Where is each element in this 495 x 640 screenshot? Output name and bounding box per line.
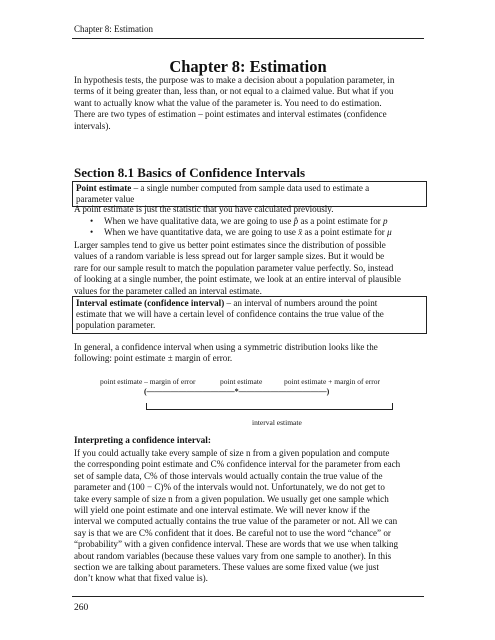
paragraph-line: values of a random variable is less spread out for larger sample sizes. But it would be	[74, 251, 385, 262]
footer-rule	[72, 596, 424, 597]
page-number: 260	[74, 603, 89, 613]
p-hat-symbol: p̂	[293, 216, 299, 226]
paragraph-line: values for the parameter called an interval estimate.	[74, 285, 262, 296]
paragraph-line: don’t know what that fixed value is).	[74, 573, 208, 584]
paragraph-line: If you could actually take every sample of size n from a given population and compute	[74, 448, 390, 458]
definition-text: – a single number computed from sample data used to estimate a	[131, 183, 370, 193]
intro-line: want to actually know what the value of the parameter is. You need to do estimation.	[74, 97, 382, 108]
diagram-label-upper: point estimate + margin of error	[284, 377, 380, 386]
paragraph-line: interval we computed actually contains the true value of the parameter or not. All we can	[74, 516, 398, 527]
definition-text: – an interval of numbers around the point	[224, 298, 378, 308]
paragraph-line: take every sample of size n from a given population. We usually get one sample which	[74, 493, 389, 504]
paragraph-line: the corresponding point estimate and C% confidence interval for the parameter from each	[74, 459, 401, 470]
paragraph-line: say is that we are C% confident that it does. Be careful not to use the word “chance” or	[74, 527, 391, 538]
definition-term: Interval estimate (confidence interval)	[76, 298, 225, 308]
larger-samples-paragraph	[74, 240, 423, 297]
bullet-text: When we have qualitative data, we are going to use	[104, 216, 294, 226]
paragraph-line: of looking at a single number, the point estimate, we look at an entire interval of plausible	[74, 274, 401, 285]
intro-paragraph	[74, 75, 423, 132]
paragraph-line: “probability” with a given confidence interval. These are words that we use when talking	[74, 539, 399, 550]
general-form-paragraph	[74, 342, 423, 365]
interval-brace	[146, 403, 393, 410]
diagram-label-lower: point estimate – margin of error	[100, 377, 196, 386]
paragraph-line: parameter and (100 − C)% of the intervals would not. Unfortunately, we do not get to	[74, 482, 385, 493]
definition-text: parameter value	[76, 194, 135, 205]
paragraph-line: about random variables (because these values vary from one sample to another). In this	[74, 550, 392, 561]
bullet-text: When we have quantitative data, we are going to use	[104, 227, 299, 237]
bullet-text: as a point estimate for	[298, 216, 384, 226]
bullet-icon: •	[90, 227, 94, 237]
intro-line: There are two types of estimation – point estimates and interval estimates (confidence	[74, 109, 387, 120]
p-symbol: p	[383, 216, 388, 226]
bullet-text: as a point estimate for	[302, 227, 388, 237]
diagram-caption: interval estimate	[252, 418, 302, 427]
interval-line: (———————————*———————————)	[144, 387, 330, 396]
definition-term: Point estimate	[76, 183, 132, 193]
paragraph-line: Larger samples tend to give us better point estimates since the distribution of possible	[74, 240, 386, 250]
list-item	[90, 227, 425, 238]
paragraph-line: In general, a confidence interval when using a symmetric distribution looks like the	[74, 342, 378, 352]
definition-text: population parameter.	[76, 320, 156, 331]
header-rule	[72, 38, 424, 39]
definition-text: estimate that we will have a certain level of confidence contains the true value of the	[76, 309, 384, 320]
bullet-icon: •	[90, 216, 94, 226]
intro-line: In hypothesis tests, the purpose was to make a decision about a population parameter, in	[74, 75, 395, 85]
list-item	[90, 216, 425, 227]
paragraph-line: will yield one point estimate and one interval estimate. We will never know if the	[74, 505, 370, 516]
paragraph-line: section we are talking about parameters. These values are some fixed value (we just	[74, 562, 379, 573]
section-heading: Section 8.1 Basics of Confidence Intervals	[74, 165, 306, 180]
paragraph-line: rare for our sample result to match the population parameter value perfectly. So, instead	[74, 262, 394, 273]
intro-line: terms of it being greater than, less than, or not equal to a claimed value. But what if you	[74, 86, 394, 97]
running-head: Chapter 8: Estimation	[74, 24, 153, 34]
paragraph-line: following: point estimate ± margin of error.	[74, 353, 233, 364]
paragraph-line: set of sample data, C% of those intervals would actually contain the true value of the	[74, 470, 383, 481]
interval-estimate-definition-box	[72, 296, 427, 334]
interpreting-paragraph	[74, 448, 423, 585]
mu-symbol: μ	[387, 227, 392, 237]
estimate-bullet-list	[90, 216, 425, 238]
chapter-title: Chapter 8: Estimation	[169, 57, 327, 76]
x-bar-symbol: x̄	[298, 227, 303, 237]
point-estimate-paragraph: A point estimate is just the statistic that you have calculated previously.	[74, 204, 334, 214]
diagram-label-center: point estimate	[220, 377, 263, 386]
confidence-interval-diagram	[100, 377, 400, 427]
interpreting-heading: Interpreting a confidence interval:	[74, 436, 211, 446]
intro-line: intervals).	[74, 120, 111, 131]
